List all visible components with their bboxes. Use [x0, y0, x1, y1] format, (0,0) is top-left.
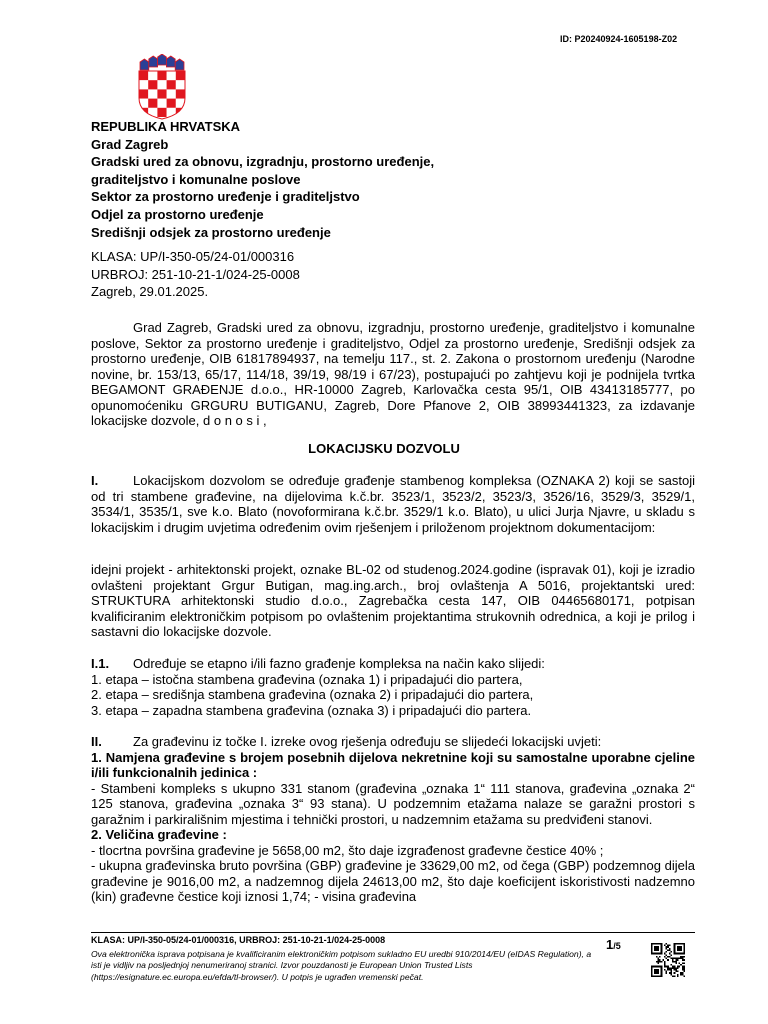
subsection-2-line-1: - tlocrtna površina građevine je 5658,00 m2, što daje izgrađenost građevne čestice 40% ; — [91, 842, 604, 858]
qr-code-icon — [651, 943, 685, 977]
subsection-2-line-2: - ukupna građevinska bruto površina (GBP) građevine je 33629,00 m2, od čega (GBP) podzemnog dijela građevine je 9016,00 m2, a nadzemnog dijela 24613,00 m2, što daje koeficijent iskoristivosti nadzemno (kin) građevne čestice koji iznosi 1,74; - visina građevina — [91, 858, 695, 904]
footer-signature-note: Ova elektronička isprava potpisana je kvalificiranim elektroničkim potpisom sukladno EU uredbi 910/2014/EU (eIDAS Regulation), a isti je vidljiv na posljednjoj nenumeriranoj stranici. Izvor pouzdanosti je European Union Trusted Lists (https://esignature.ec.europa.eu/efda/tl-browser/). U potpis je ugrađen vremenski pečat. — [91, 949, 592, 982]
project-paragraph — [91, 562, 695, 640]
section-1-1-text: Određuje se etapno i/ili fazno građenje kompleksa na način kako slijedi: — [133, 656, 545, 671]
page-number — [606, 937, 621, 952]
document-title: LOKACIJSKU DOZVOLU — [308, 441, 460, 456]
header-sector: Sektor za prostorno uređenje i graditeljstvo — [91, 189, 360, 205]
header-department: Odjel za prostorno uređenje — [91, 206, 264, 222]
list-item: 2. etapa – središnja stambena građevina (oznaka 2) i pripadajući dio partera, — [91, 687, 534, 702]
intro-text: Grad Zagreb, Gradski ured za obnovu, izgradnju, prostorno uređenje, graditeljstvo i komunalne poslove, Sektor za prostorno uređenje i graditeljstvo, Odjel za prostorno uređenje, Središnji odsjek za prostorno uređenje, OIB 61817894937, na temelju 117., st. 2. Zakona o prostornom uređenju (Narodne novine, br. 153/13, 65/17, 114/18, 39/19, 98/19 i 67/23), postupajući po zahtjevu koji je podnijela tvrtka BEGAMONT GRAĐENJE d.o.o., HR-10000 Zagreb, Karlovačka cesta 95/1, OIB 43413185777, po opunomoćeniku GRGURU BUTIGANU, Zagreb, Dore Pfanove 2, OIB 38993441323, za izdavanje lokacijske dozvole, — [91, 320, 695, 428]
section-1-text: Lokacijskom dozvolom se određuje građenje stambenog kompleksa (OZNAKA 2) koji se sastoji od tri stambene građevine, na dijelovima k.č.br. 3523/1, 3523/2, 3523/3, 3526/16, 3529/3, 3529/1, 3534/1, 3535/1, sve k.o. Blato (novoformirana k.č.br. 3529/1 k.o. Blato), u ulici Jurja Njavre, u skladu s lokacijskim i drugim uvjetima određenim ovim rješenjem i priloženom projektnom dokumentacijom: — [91, 473, 695, 535]
header-section: Središnji odsjek za prostorno uređenje — [91, 224, 331, 240]
section-2-text: Za građevinu iz točke I. izreke ovog rješenja određuju se slijedeći lokacijski uvjeti: — [133, 734, 602, 749]
subsection-1-title: 1. Namjena građevine s brojem posebnih dijelova nekretnine koji su samostalne uporabne cjeline i/ili funkcionalnih jedinica : — [91, 749, 695, 780]
croatian-coat-of-arms-icon — [137, 54, 187, 120]
document-meta — [91, 248, 300, 301]
header-city: Grad Zagreb — [91, 136, 169, 152]
header-office-cont: graditeljstvo i komunalne poslove — [91, 171, 301, 187]
urbroj: URBROJ: 251-10-21-1/024-25-0008 — [91, 266, 300, 282]
list-item: 1. etapa – istočna stambena građevina (oznaka 1) i pripadajući dio partera, — [91, 671, 523, 687]
klasa: KLASA: UP/I-350-05/24-01/000316 — [91, 249, 295, 264]
header-office: Gradski ured za obnovu, izgradnju, prostorno uređenje, — [91, 154, 435, 170]
page-total: /5 — [613, 941, 621, 951]
section-1-1-number: I.1. — [91, 656, 110, 671]
subsection-2-title: 2. Veličina građevine : — [91, 827, 227, 842]
section-1 — [91, 473, 695, 535]
page-current: 1 — [606, 937, 614, 952]
section-2-number: II. — [91, 734, 102, 749]
section-1-number: I. — [91, 473, 99, 488]
issuer-header — [91, 118, 434, 241]
intro-end: d o n o s i , — [203, 413, 267, 428]
section-2 — [91, 734, 695, 905]
list-item: 3. etapa – zapadna stambena građevina (oznaka 3) i pripadajući dio partera. — [91, 702, 532, 718]
footer-divider — [91, 932, 695, 933]
header-country: REPUBLIKA HRVATSKA — [91, 119, 241, 134]
document-id: ID: P20240924-1605198-Z02 — [560, 34, 678, 44]
place-date: Zagreb, 29.01.2025. — [91, 284, 209, 300]
subsection-1-text: - Stambeni kompleks s ukupno 331 stanom (građevina „oznaka 1“ 111 stanova, građevina „oznaka 2“ 125 stanova, građevina „oznaka 3“ 93 stana). U podzemnim etažama nalaze se garažni prostori s garažnim i parkirališnim mjestima i tehnički prostori, u nadzemnim etažama su predviđeni stanovi. — [91, 780, 695, 827]
project-text: idejni projekt - arhitektonski projekt, oznake BL-02 od studenog.2024.godine (ispravak 01), koji je izradio ovlašteni projektant Grgur Butigan, mag.ing.arch., broj ovlaštenja A 5016, projektantski ured: STRUKTURA arhitektonski studio d.o.o., Zagrebačka cesta 147, OIB 04465680171, potpisan kvalificiranim elektroničkim potpisom po ovlaštenim projektantima strukovnih odrednica, a koji je prilog i sastavni dio lokacijske dozvole. — [91, 562, 695, 639]
section-1-1 — [91, 656, 695, 718]
intro-paragraph — [91, 320, 695, 429]
footer-reference: KLASA: UP/I-350-05/24-01/000316, URBROJ: 251-10-21-1/024-25-0008 — [91, 935, 386, 945]
